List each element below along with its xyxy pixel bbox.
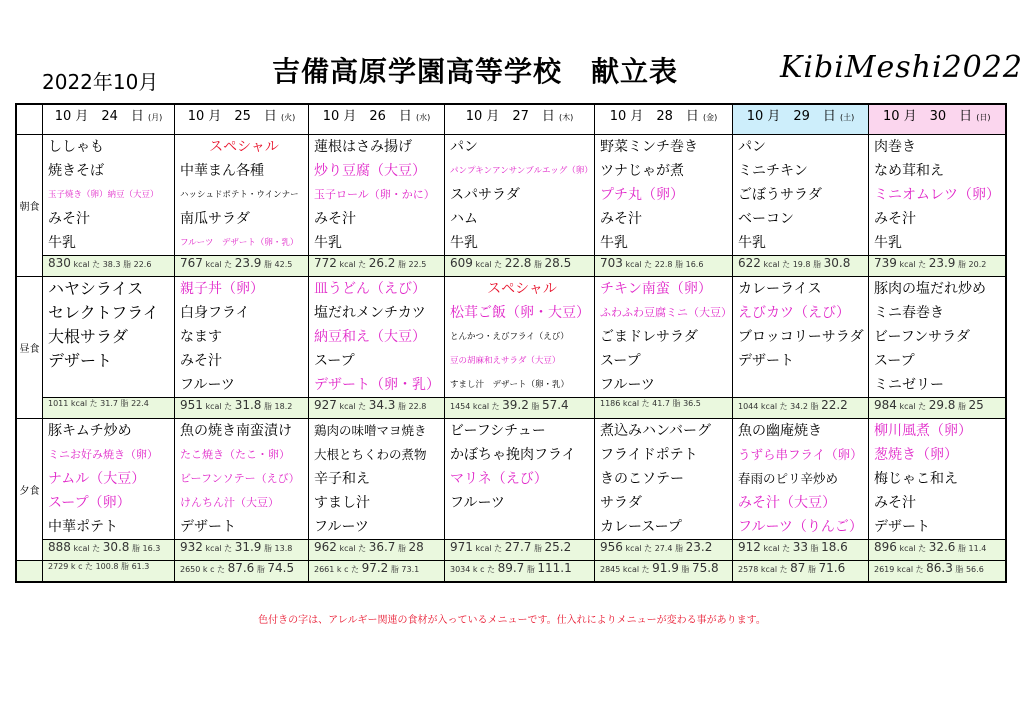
day-header	[733, 104, 869, 135]
menu-item: かぼちゃ挽肉フライ	[450, 447, 576, 463]
menu-item: 肉巻き	[874, 139, 916, 155]
day-of-week: (日)	[976, 113, 991, 122]
kibimeshi-logo: KibiMeshi2022	[780, 50, 1023, 85]
menu-item: なます	[180, 329, 222, 345]
menu-item	[48, 373, 174, 397]
day-of-week: (木)	[559, 113, 574, 122]
nutrition-cell: 1044 kcal た 34.2 脂 22.2	[733, 398, 869, 419]
nutrition-cell: 896 kcal た 32.6 脂 11.4	[869, 540, 1006, 561]
nutrition-cell: 971 kcal た 27.7 脂 25.2	[445, 540, 595, 561]
dinner-cell	[733, 419, 869, 540]
breakfast-cell	[733, 135, 869, 256]
menu-item: スープ	[874, 353, 915, 369]
menu-item: ハム	[450, 211, 478, 227]
menu-item: みそ汁	[600, 211, 642, 227]
nutrition-cell: 912 kcal た 33 脂 18.6	[733, 540, 869, 561]
dinner-cell	[445, 419, 595, 540]
menu-item: カレースープ	[600, 519, 682, 535]
lunch-cell	[869, 277, 1006, 398]
lunch-cell	[309, 277, 445, 398]
total-label-cell	[16, 561, 43, 583]
menu-item: 牛乳	[450, 235, 478, 251]
day-header	[175, 104, 309, 135]
menu-item: 親子丼（卵）	[180, 281, 264, 297]
breakfast-row	[16, 135, 1006, 256]
menu-item: スープ（卵）	[48, 495, 131, 511]
page-title: 吉備高原学園高等学校 献立表	[272, 55, 679, 88]
day-of-week: (水)	[416, 113, 431, 122]
day-date: 10 月 27 日	[465, 109, 555, 124]
menu-item: 玉子焼き（卵）納豆（大豆）	[48, 190, 159, 200]
nutrition-cell: 927 kcal た 34.3 脂 22.8	[309, 398, 445, 419]
dinner-nutrition-row	[16, 540, 1006, 561]
menu-item: 南瓜サラダ	[180, 211, 250, 227]
day-of-week: (土)	[840, 113, 855, 122]
nutrition-cell: 830 kcal た 38.3 脂 22.6	[43, 256, 175, 277]
nutrition-cell: 1454 kcal た 39.2 脂 57.4	[445, 398, 595, 419]
menu-item: みそ汁	[314, 211, 356, 227]
menu-item: ベーコン	[738, 211, 794, 227]
month-label: 2022年10月	[42, 70, 159, 94]
menu-item: 玉子ロール（卵・かに）	[314, 188, 435, 201]
date-header-row	[16, 104, 1006, 135]
dinner-label: 夕食	[16, 419, 43, 561]
menu-item: 中華まん各種	[180, 163, 264, 179]
menu-item: デザート	[48, 351, 113, 370]
total-nutrition-row	[16, 561, 1006, 583]
menu-item: スパサラダ	[450, 187, 520, 203]
menu-item: 魚の幽庵焼き	[738, 423, 822, 439]
menu-item: みそ汁	[874, 495, 916, 511]
day-of-week: (金)	[703, 113, 718, 122]
nutrition-cell: 703 kcal た 22.8 脂 16.6	[595, 256, 733, 277]
nutrition-cell: 2578 kcal た 87 脂 71.6	[733, 561, 869, 583]
menu-item: 牛乳	[738, 235, 766, 251]
day-of-week: (月)	[148, 113, 163, 122]
nutrition-cell: 2845 kcal た 91.9 脂 75.8	[595, 561, 733, 583]
lunch-cell	[445, 277, 595, 398]
allergy-footnote: 色付きの字は、アレルギー関連の食材が入っているメニューです。仕入れによりメニューが変わる事があります。	[258, 615, 766, 626]
menu-item: フルーツ（りんご）	[738, 519, 863, 535]
nutrition-cell: 984 kcal た 29.8 脂 25	[869, 398, 1006, 419]
menu-item: 松茸ご飯（卵・大豆）	[450, 305, 590, 321]
nutrition-cell: 622 kcal た 19.8 脂 30.8	[733, 256, 869, 277]
menu-item: 炒り豆腐（大豆）	[314, 163, 426, 179]
day-header	[43, 104, 175, 135]
nutrition-cell: 1011 kcal た 31.7 脂 22.4	[43, 398, 175, 419]
nutrition-cell: 951 kcal た 31.8 脂 18.2	[175, 398, 309, 419]
dinner-cell	[595, 419, 733, 540]
menu-item: 野菜ミンチ巻き	[600, 139, 698, 155]
breakfast-cell	[309, 135, 445, 256]
menu-item	[450, 515, 594, 539]
lunch-cell	[175, 277, 309, 398]
breakfast-cell	[175, 135, 309, 256]
menu-item: マリネ（えび）	[450, 471, 548, 487]
menu-item: 煮込みハンバーグ	[600, 423, 712, 439]
day-header	[309, 104, 445, 135]
menu-item: 春雨のピリ辛炒め	[738, 471, 839, 486]
breakfast-cell	[43, 135, 175, 256]
menu-item: なめ茸和え	[874, 163, 944, 179]
menu-item: えびカツ（えび）	[738, 305, 850, 321]
menu-item: ミニお好み焼き（卵）	[48, 448, 158, 461]
menu-item: 豚キムチ炒め	[48, 423, 132, 439]
menu-item: ビーフンソテー（えび）	[180, 472, 300, 485]
menu-item: パン	[450, 139, 478, 155]
day-of-week: (火)	[281, 113, 296, 122]
breakfast-nutrition-row	[16, 256, 1006, 277]
dinner-cell	[43, 419, 175, 540]
lunch-row	[16, 277, 1006, 398]
lunch-label: 昼食	[16, 277, 43, 419]
menu-item: すまし汁 デザート（卵・乳）	[450, 380, 570, 390]
menu-item: 豚肉の塩だれ炒め	[874, 281, 986, 297]
menu-item: デザート	[874, 519, 930, 535]
menu-item: 牛乳	[314, 235, 342, 251]
nutrition-cell: 2650 k c た 87.6 脂 74.5	[175, 561, 309, 583]
menu-item: 大根とちくわの煮物	[314, 447, 427, 462]
menu-item: 白身フライ	[180, 305, 250, 321]
menu-item: デザート	[738, 353, 794, 369]
dinner-cell	[175, 419, 309, 540]
lunch-cell	[43, 277, 175, 398]
lunch-cell	[733, 277, 869, 398]
day-date: 10 月 30 日	[882, 109, 973, 124]
menu-item: ごぼうサラダ	[738, 187, 822, 203]
menu-item: ビーフシチュー	[450, 423, 546, 439]
nutrition-cell: 767 kcal た 23.9 脂 42.5	[175, 256, 309, 277]
menu-item: みそ汁	[180, 353, 222, 369]
day-header	[595, 104, 733, 135]
breakfast-cell	[869, 135, 1006, 256]
day-date: 10 月 29 日	[746, 109, 836, 124]
menu-item: ハヤシライス	[48, 279, 144, 298]
menu-item: 中華ポテト	[48, 519, 118, 535]
menu-item: 蓮根はさみ揚げ	[314, 139, 412, 155]
menu-item: フルーツ デザート（卵・乳）	[180, 238, 299, 248]
day-header	[445, 104, 595, 135]
menu-item: 鶏肉の味噌マヨ焼き	[314, 423, 427, 438]
menu-item: セレクトフライ	[48, 303, 159, 322]
menu-item: すまし汁	[314, 495, 370, 511]
breakfast-cell	[595, 135, 733, 256]
lunch-nutrition-row	[16, 398, 1006, 419]
menu-item: ビーフンサラダ	[874, 329, 971, 345]
menu-item: フルーツ	[600, 377, 655, 393]
nutrition-cell: 3034 k c た 89.7 脂 111.1	[445, 561, 595, 583]
menu-item: 豆の胡麻和えサラダ（大豆）	[450, 356, 561, 366]
menu-item: スペシャル	[487, 281, 557, 297]
menu-item: ししゃも	[48, 139, 104, 155]
menu-item: デザート（卵・乳）	[314, 377, 440, 393]
lunch-cell	[595, 277, 733, 398]
menu-item: プチ丸（卵）	[600, 187, 684, 203]
dinner-cell	[309, 419, 445, 540]
menu-item: 魚の焼き南蛮漬け	[180, 423, 292, 439]
menu-item: ブロッコリーサラダ	[738, 329, 864, 345]
menu-item: みそ汁（大豆）	[738, 495, 836, 511]
nutrition-cell: 956 kcal た 27.4 脂 23.2	[595, 540, 733, 561]
menu-item: パンプキンアンサンブルエッグ（卵）	[450, 166, 593, 176]
menu-item: みそ汁	[874, 211, 916, 227]
nutrition-cell: 609 kcal た 22.8 脂 28.5	[445, 256, 595, 277]
menu-item: 大根サラダ	[48, 327, 128, 346]
nutrition-cell: 2661 k c た 97.2 脂 73.1	[309, 561, 445, 583]
menu-item: ごまドレサラダ	[600, 329, 698, 345]
menu-item: 梅じゃこ和え	[874, 471, 958, 487]
day-header	[869, 104, 1006, 135]
menu-item: カレーライス	[738, 281, 822, 297]
menu-item: フルーツ	[180, 377, 235, 393]
menu-item: スープ	[314, 353, 355, 369]
menu-item: 柳川風煮（卵）	[874, 423, 972, 439]
menu-item: フルーツ	[450, 495, 505, 511]
menu-item: スープ	[600, 353, 641, 369]
menu-item: ふわふわ豆腐ミニ（大豆）	[600, 306, 732, 319]
menu-table	[15, 103, 1007, 583]
menu-item: たこ焼き（たこ・卵）	[180, 448, 290, 461]
day-date: 10 月 24 日	[54, 109, 144, 124]
nutrition-cell: 2619 kcal た 86.3 脂 56.6	[869, 561, 1006, 583]
nutrition-cell: 888 kcal た 30.8 脂 16.3	[43, 540, 175, 561]
menu-item: ミニオムレツ（卵）	[874, 187, 1000, 203]
menu-item	[738, 373, 868, 397]
menu-item: サラダ	[600, 495, 642, 511]
menu-item: うずら串フライ（卵）	[738, 447, 863, 462]
nutrition-cell: 739 kcal た 23.9 脂 20.2	[869, 256, 1006, 277]
menu-item: デザート	[180, 519, 236, 535]
menu-item: 納豆和え（大豆）	[314, 329, 426, 345]
menu-item: 辛子和え	[314, 471, 370, 487]
menu-item: みそ汁	[48, 211, 90, 227]
nutrition-cell: 932 kcal た 31.9 脂 13.8	[175, 540, 309, 561]
menu-item: けんちん汁（大豆）	[180, 496, 279, 509]
menu-item: ミニチキン	[738, 163, 808, 179]
breakfast-cell	[445, 135, 595, 256]
menu-item: ハッシュドポテト・ウインナー	[180, 190, 299, 200]
menu-item: ミニ春巻き	[874, 305, 944, 321]
menu-item: 焼きそば	[48, 163, 104, 179]
nutrition-cell: 2729 k c た 100.8 脂 61.3	[43, 561, 175, 583]
menu-item: 牛乳	[600, 235, 628, 251]
nutrition-cell: 962 kcal た 36.7 脂 28	[309, 540, 445, 561]
day-date: 10 月 28 日	[609, 109, 699, 124]
menu-item: 塩だれメンチカツ	[314, 305, 426, 321]
nutrition-cell: 1186 kcal た 41.7 脂 36.5	[595, 398, 733, 419]
menu-item: フルーツ	[314, 519, 369, 535]
dinner-row	[16, 419, 1006, 540]
menu-item: とんかつ・えびフライ（えび）	[450, 332, 569, 342]
menu-item: きのこソテー	[600, 471, 684, 487]
menu-item: 皿うどん（えび）	[314, 281, 426, 297]
menu-item: 牛乳	[48, 235, 76, 251]
menu-item: ツナじゃが煮	[600, 163, 684, 179]
corner-cell	[16, 104, 43, 135]
menu-item: フライドポテト	[600, 447, 698, 463]
day-date: 10 月 25 日	[187, 109, 277, 124]
breakfast-label: 朝食	[16, 135, 43, 277]
menu-item: スペシャル	[209, 139, 279, 155]
menu-item: パン	[738, 139, 766, 155]
dinner-cell	[869, 419, 1006, 540]
nutrition-cell: 772 kcal た 26.2 脂 22.5	[309, 256, 445, 277]
menu-item: チキン南蛮（卵）	[600, 281, 712, 297]
day-date: 10 月 26 日	[322, 109, 412, 124]
menu-item: 牛乳	[874, 235, 902, 251]
menu-item: ミニゼリー	[874, 377, 944, 393]
menu-item: 葱焼き（卵）	[874, 447, 958, 463]
menu-item: ナムル（大豆）	[48, 471, 146, 487]
